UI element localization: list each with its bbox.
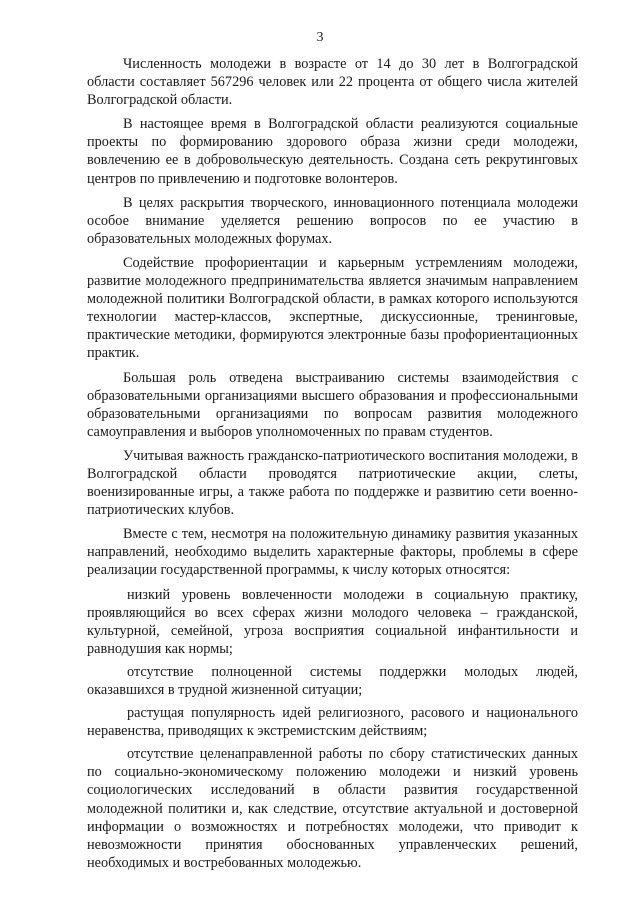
- paragraph-patriotic-education: Учитывая важность гражданско-патриотического воспитания молодежи, в Волгоградской области проводятся патриотические акции, слеты, военизированные игры, а также работа по поддержке и развитию сети военно-патриотических клубов.: [87, 447, 578, 519]
- paragraph-youth-population: Численность молодежи в возрасте от 14 до 30 лет в Волгоградской области составляет 567296 человек или 22 процента от общего числа жителей Волгоградской области.: [87, 56, 578, 109]
- list-item-statistics: отсутствие целенаправленной работы по сбору статистических данных по социально-экономическому положению молодежи и низкий уровень социологических исследований в области развития государственной молодежной политики и, как следствие, отсутствие актуальной и достоверной информации о возможностях и потребностях молодежи, что приводит к невозможности принятия обоснованных управленческих решений, необходимых и востребованных молодежью.: [87, 746, 578, 871]
- list-item-extremism: растущая популярность идей религиозного, расового и национального неравенства, приводящих к экстремистским действиям;: [87, 705, 578, 740]
- paragraph-creative-potential: В целях раскрытия творческого, инновационного потенциала молодежи особое внимание уделяется решению вопросов по ее участию в образовательных молодежных форумах.: [87, 194, 578, 247]
- list-item-low-involvement: низкий уровень вовлеченности молодежи в социальную практику, проявляющийся во всех сферах жизни молодого человека – гражданской, культурной, семейной, угроза восприятия социальной инфантильности и равнодушия как нормы;: [87, 586, 578, 657]
- paragraph-career-guidance: Содействие профориентации и карьерным устремлениям молодежи, развитие молодежного предпринимательства является значимым направлением молодежной политики Волгоградской области, в рамках которого используются технологии мастер-классов, экспертные, дискуссионные, тренинговые, практические методики, формируются электронные базы профориентационных практик.: [87, 254, 578, 362]
- list-item-support-system: отсутствие полноценной системы поддержки молодых людей, оказавшихся в трудной жизненной ситуации;: [87, 663, 578, 698]
- page-number: 3: [316, 30, 324, 45]
- paragraph-education-cooperation: Большая роль отведена выстраиванию системы взаимодействия с образовательными организациями высшего образования и профессиональными образовательными организациями по вопросам развития молодежного самоуправления и выборов уполномоченных по правам студентов.: [87, 369, 578, 440]
- paragraph-social-projects: В настоящее время в Волгоградской области реализуются социальные проекты по формированию здорового образа жизни среди молодежи, вовлечению ее в добровольческую деятельность. Создана сеть рекрутинговых центров по привлечению и подготовке волонтеров.: [87, 116, 578, 187]
- paragraph-problems-intro: Вместе с тем, несмотря на положительную динамику развития указанных направлений, необходимо выделить характерные факторы, проблемы в сфере реализации государственной программы, к числу которых относятся:: [87, 526, 578, 579]
- document-body: [87, 55, 578, 877]
